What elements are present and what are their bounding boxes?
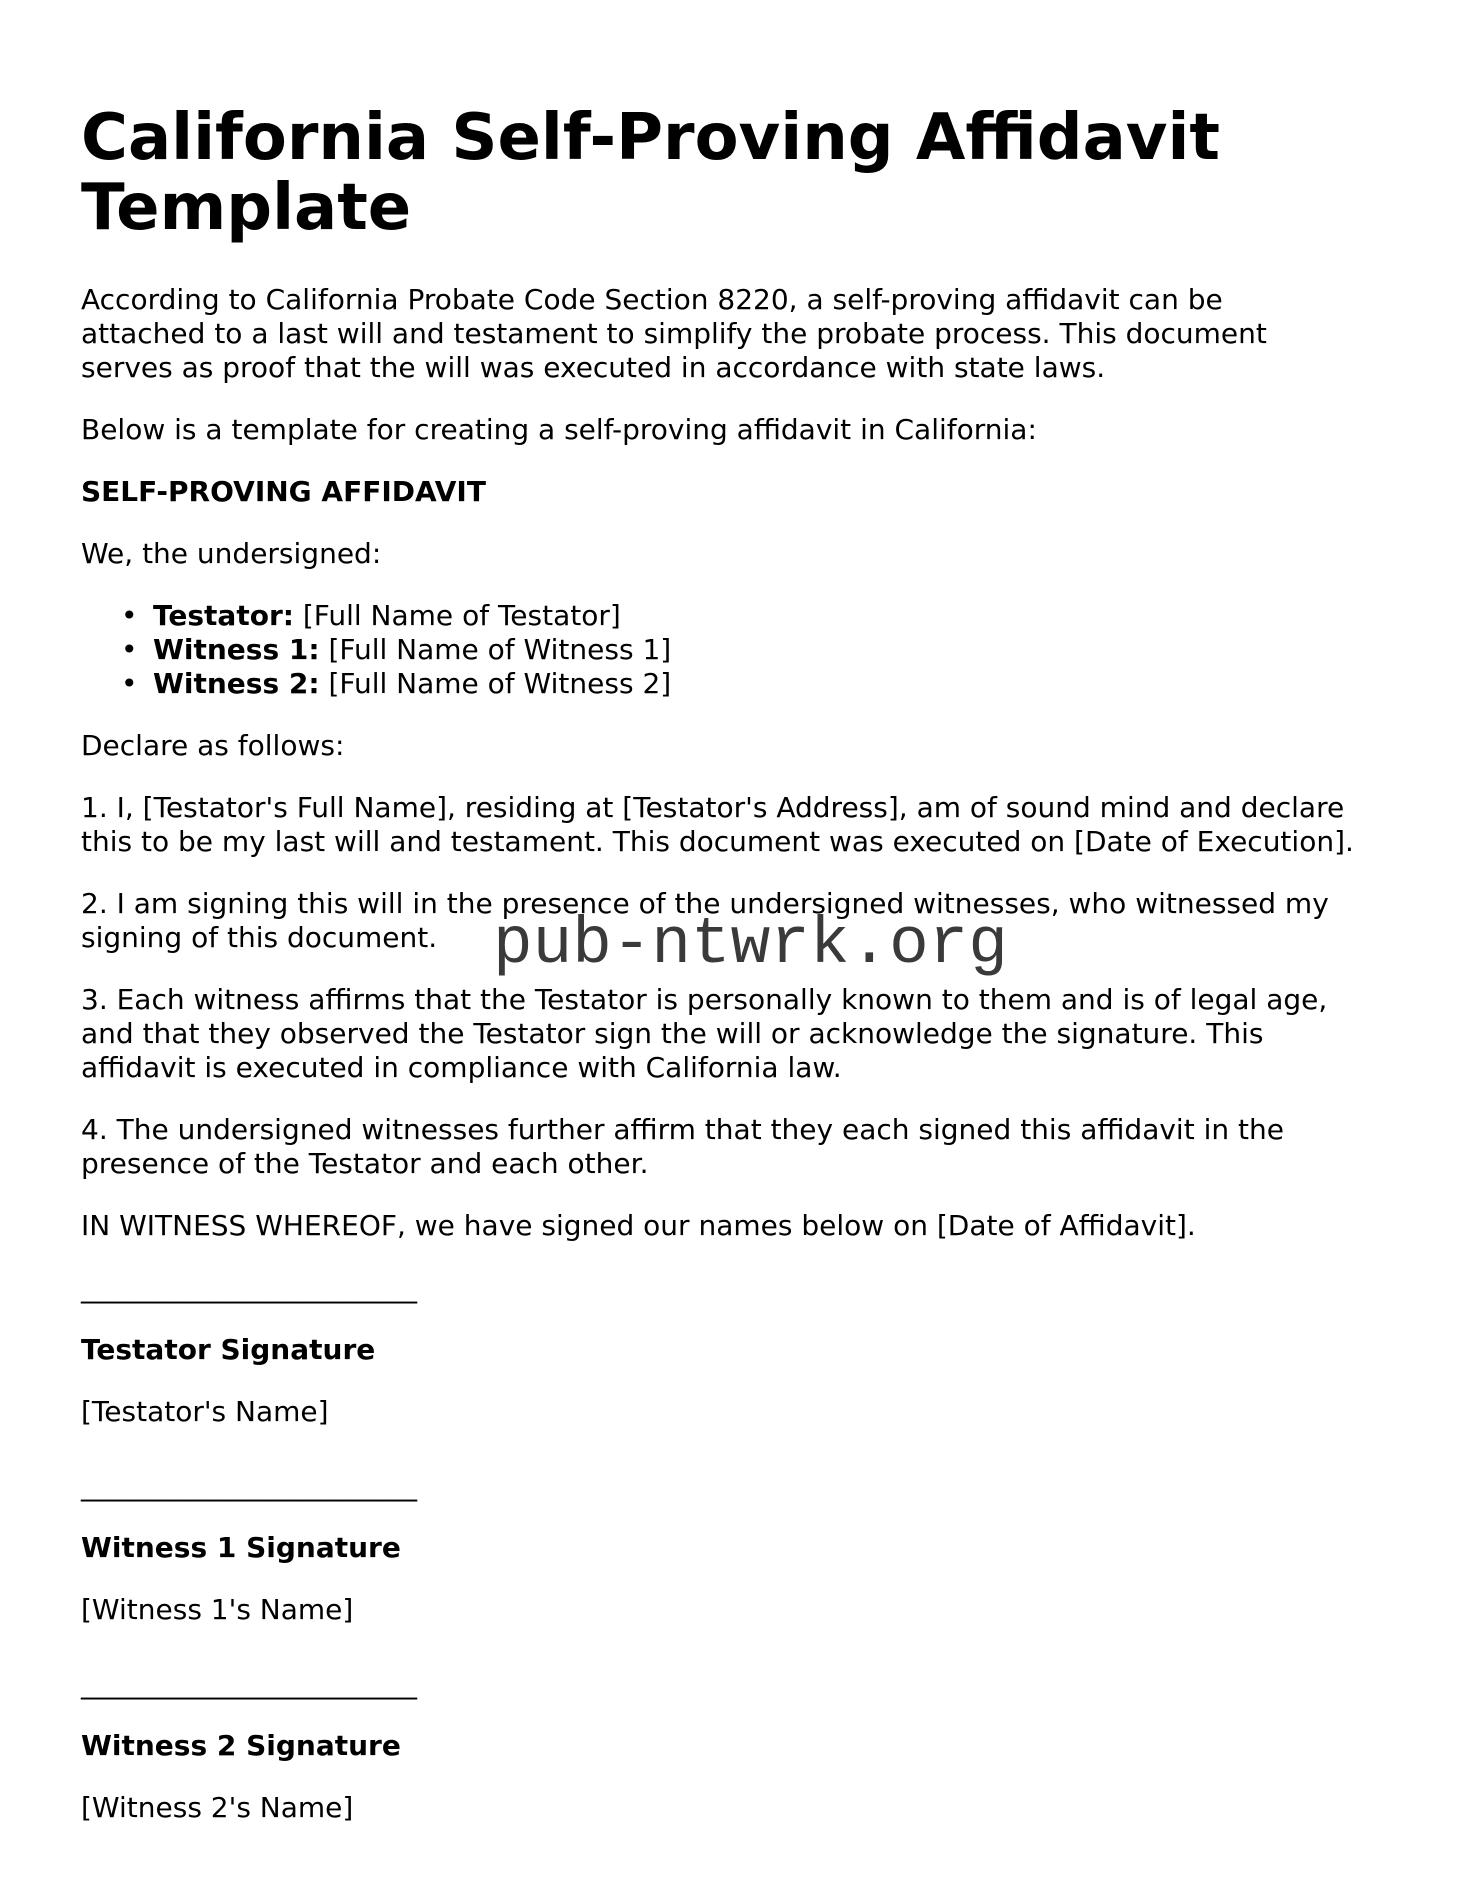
signature-line: ________________________: [81, 1469, 417, 1502]
clause-2: [81, 887, 1411, 955]
signer-name-placeholder: [Testator's Name]: [81, 1395, 329, 1428]
clause-line: 2. I am signing this will in the presence of the undersigned witnesses, who witnessed my: [81, 887, 1329, 920]
page-title: [81, 103, 1411, 243]
clause-4: [81, 1113, 1411, 1181]
party-name-placeholder: [Full Name of Witness 2]: [319, 667, 672, 700]
bullet-icon: •: [121, 633, 138, 666]
signature-block-witness-2: [81, 1667, 1411, 1825]
signer-name-placeholder: [Witness 1's Name]: [81, 1593, 354, 1626]
title-line: Template: [81, 171, 412, 245]
affidavit-heading: SELF-PROVING AFFIDAVIT: [81, 475, 486, 508]
signer-name-placeholder: [Witness 2's Name]: [81, 1791, 354, 1824]
clause-line: and that they observed the Testator sign the will or acknowledge the signature. This: [81, 1017, 1264, 1050]
parties-list: [81, 599, 1411, 701]
intro-line: serves as proof that the will was executed in accordance with state laws.: [81, 351, 1106, 384]
clause-1: [81, 791, 1411, 859]
clause-line: this to be my last will and testament. This document was executed on [Date of Execution].: [81, 825, 1354, 858]
title-line: California Self-Proving Affidavit: [81, 101, 1220, 175]
clause-line: 3. Each witness affirms that the Testator is personally known to them and is of legal age,: [81, 983, 1328, 1016]
clause-line: 1. I, [Testator's Full Name], residing at [Testator's Address], am of sound mind and declare: [81, 791, 1345, 824]
clause-3: [81, 983, 1411, 1085]
signature-label: Witness 1 Signature: [81, 1531, 401, 1564]
intro-line: attached to a last will and testament to simplify the probate process. This document: [81, 317, 1267, 350]
signature-block-witness-1: [81, 1469, 1411, 1627]
signature-block-testator: [81, 1271, 1411, 1429]
list-item-witness-2: [121, 667, 1411, 701]
document-page: [81, 103, 1411, 1853]
signature-label: Witness 2 Signature: [81, 1729, 401, 1762]
undersigned-intro: We, the undersigned:: [81, 537, 382, 570]
party-name-placeholder: [Full Name of Witness 1]: [319, 633, 672, 666]
bullet-icon: •: [121, 599, 138, 632]
signature-line: ________________________: [81, 1667, 417, 1700]
list-item-witness-1: [121, 633, 1411, 667]
party-role: Testator:: [153, 599, 294, 632]
clause-line: signing of this document.: [81, 921, 438, 954]
signature-line: ________________________: [81, 1271, 417, 1304]
party-role: Witness 1:: [153, 633, 320, 666]
list-item-testator: [121, 599, 1411, 633]
clause-line: 4. The undersigned witnesses further affirm that they each signed this affidavit in the: [81, 1113, 1284, 1146]
bullet-icon: •: [121, 667, 138, 700]
declare-intro: Declare as follows:: [81, 729, 345, 762]
intro-line: According to California Probate Code Section 8220, a self-proving affidavit can be: [81, 283, 1223, 316]
party-role: Witness 2:: [153, 667, 320, 700]
template-intro: Below is a template for creating a self-proving affidavit in California:: [81, 413, 1037, 446]
clause-line: presence of the Testator and each other.: [81, 1147, 649, 1180]
clause-line: affidavit is executed in compliance with California law.: [81, 1051, 842, 1084]
intro-paragraph: [81, 283, 1411, 385]
watermark: pub-ntwrk.org: [493, 907, 1008, 982]
signature-label: Testator Signature: [81, 1333, 376, 1366]
party-name-placeholder: [Full Name of Testator]: [293, 599, 621, 632]
witness-whereof: IN WITNESS WHEREOF, we have signed our names below on [Date of Affidavit].: [81, 1209, 1196, 1242]
